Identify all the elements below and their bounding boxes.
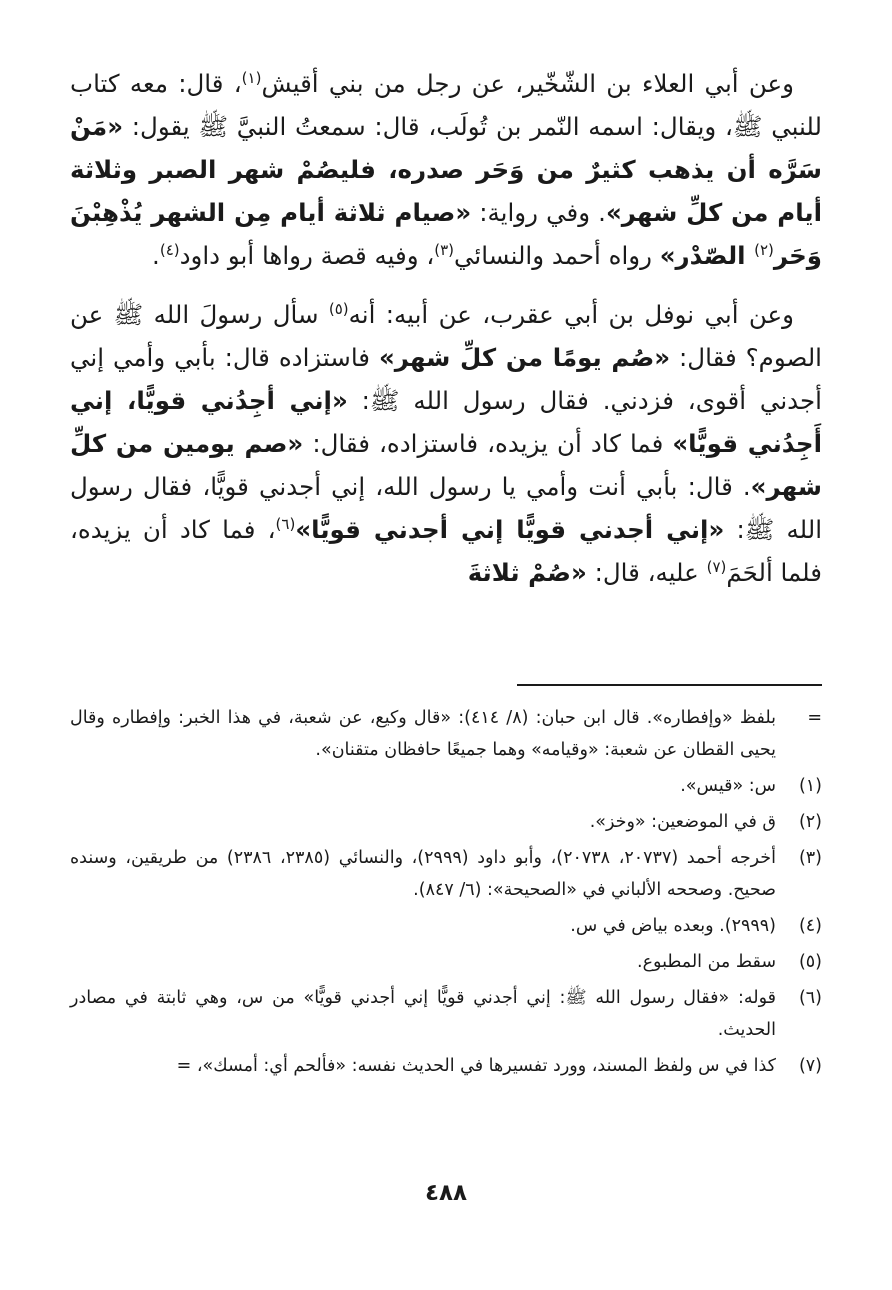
footnote-ref: (١) [241,68,262,87]
footnote-ref: (٧) [706,557,727,576]
hadith-quote: الصّدْر» [659,241,755,270]
text-segment: . وفي رواية: [471,198,606,227]
footnote-text: ق في الموضعين: «وخز». [589,812,776,832]
footnote-text: بلفظ «وإفطاره». قال ابن حبان: (٨/ ٤١٤): «قال وكيع، عن شعبة، في هذا الخبر: وإفطاره وقال يحيى القطان عن شعبة: «وقيامه» وهما جميعًا حافظان متقنان». [70,708,776,760]
page-body [70,62,822,1290]
hadith-quote: «إني أجدني قويًّا إني أجدني قويًّا» [295,515,725,544]
text-segment: ، فما كاد أن يزيده، فلما ألحَمَ [70,515,822,587]
hadith-quote: «صُمْ ثلاثةَ [467,558,587,587]
footnote-text: كذا في س ولفظ المسند، وورد تفسيرها في الحديث نفسه: «فألحم أي: أمسك»، = [176,1056,776,1076]
footnote-ref: (٥) [328,299,349,318]
footnote [70,982,822,1046]
footnote-number: = [807,708,822,728]
text-segment: . قال: بأبي أنت وأمي يا رسول الله، إني أجدني قويًّا، فقال رسول الله ﷺ: [70,472,823,544]
footnote [70,806,822,838]
footnote-divider [517,684,822,686]
page-number: ٤٨٨ [424,1180,468,1206]
footnote-text: (٢٩٩٩). وبعده بياض في س. [570,916,776,936]
footnote [70,946,822,978]
footnote-text: س: «قيس». [680,776,776,796]
footnote [70,770,822,802]
footnote-ref: (٤) [159,240,180,259]
hadith-quote: «صُم يومًا من كلِّ شهر» [378,343,671,372]
footnote-number: (٥) [798,952,822,972]
footnote-number: (٦) [798,988,822,1008]
footnote-ref: (٢) [754,240,774,259]
footnote-text: قوله: «فقال رسول الله ﷺ: إني أجدني قويًّا إني أجدني قويًّا» من س، وهي ثابتة في مصادر الحديث. [70,988,776,1040]
hadith-quote: «مَنْ سَرَّه أن يذهب كثيرٌ من وَحَر صدره، فليصُمْ شهر الصبر وثلاثة أيام من كلِّ شهر» [70,112,822,227]
footnote [70,842,822,906]
hadith-quote: «صم يومين من كلِّ شهر» [70,429,822,501]
paragraph [70,293,822,594]
main-text [70,62,822,594]
footnote-number: (٣) [798,848,822,868]
text-segment: وعن أبي نوفل بن أبي عقرب، عن أبيه: أنه [348,300,794,329]
text-segment: فاستزاده قال: بأبي وأمي إني أجدني أقوى، فزدني. فقال رسول الله ﷺ: [70,343,822,415]
footnote-number: (٤) [798,916,822,936]
hadith-quote: «إني أجِدُني قويًّا، إني أَجِدُني قويًّا» [70,386,822,458]
footnote-text: سقط من المطبوع. [637,952,776,972]
footnotes [70,702,822,1086]
footnote-ref: (٣) [434,240,455,259]
text-segment: فما كاد أن يزيده، فاستزاده، فقال: [303,429,673,458]
footnote [70,702,822,766]
text-segment: سأل رسولَ الله ﷺ عن الصوم؟ فقال: [70,300,822,372]
footnote-number: (٢) [798,812,822,832]
text-segment: عليه، قال: [586,558,707,587]
paragraph [70,62,822,277]
footnote-text: أخرجه أحمد (٢٠٧٣٧، ٢٠٧٣٨)، وأبو داود (٢٩٩٩)، والنسائي (٢٣٨٥، ٢٣٨٦) من طريقين، وسنده صحيح. وصححه الألباني في «الصحيحة»: (٦/ ٨٤٧). [70,848,776,900]
footnote-number: (٧) [798,1056,822,1076]
hadith-quote: «صيام ثلاثة أيام مِن الشهر يُذْهِبْنَ وَحَر [70,198,822,270]
text-segment: ، وفيه قصة رواها أبو داود [179,241,435,270]
footnote-number: (١) [798,776,822,796]
footnote [70,910,822,942]
text-segment: وعن أبي العلاء بن الشّخّير، عن رجل من بني أقيش [261,69,794,98]
footnote [70,1050,822,1082]
text-segment: . [152,241,160,270]
footnote-ref: (٦) [275,514,296,533]
text-segment: رواه أحمد والنسائي [454,241,660,270]
text-segment: ، قال: معه كتاب للنبي ﷺ، ويقال: اسمه النّمر بن تُولَب، قال: سمعتُ النبيَّ ﷺ يقول: [70,69,822,141]
